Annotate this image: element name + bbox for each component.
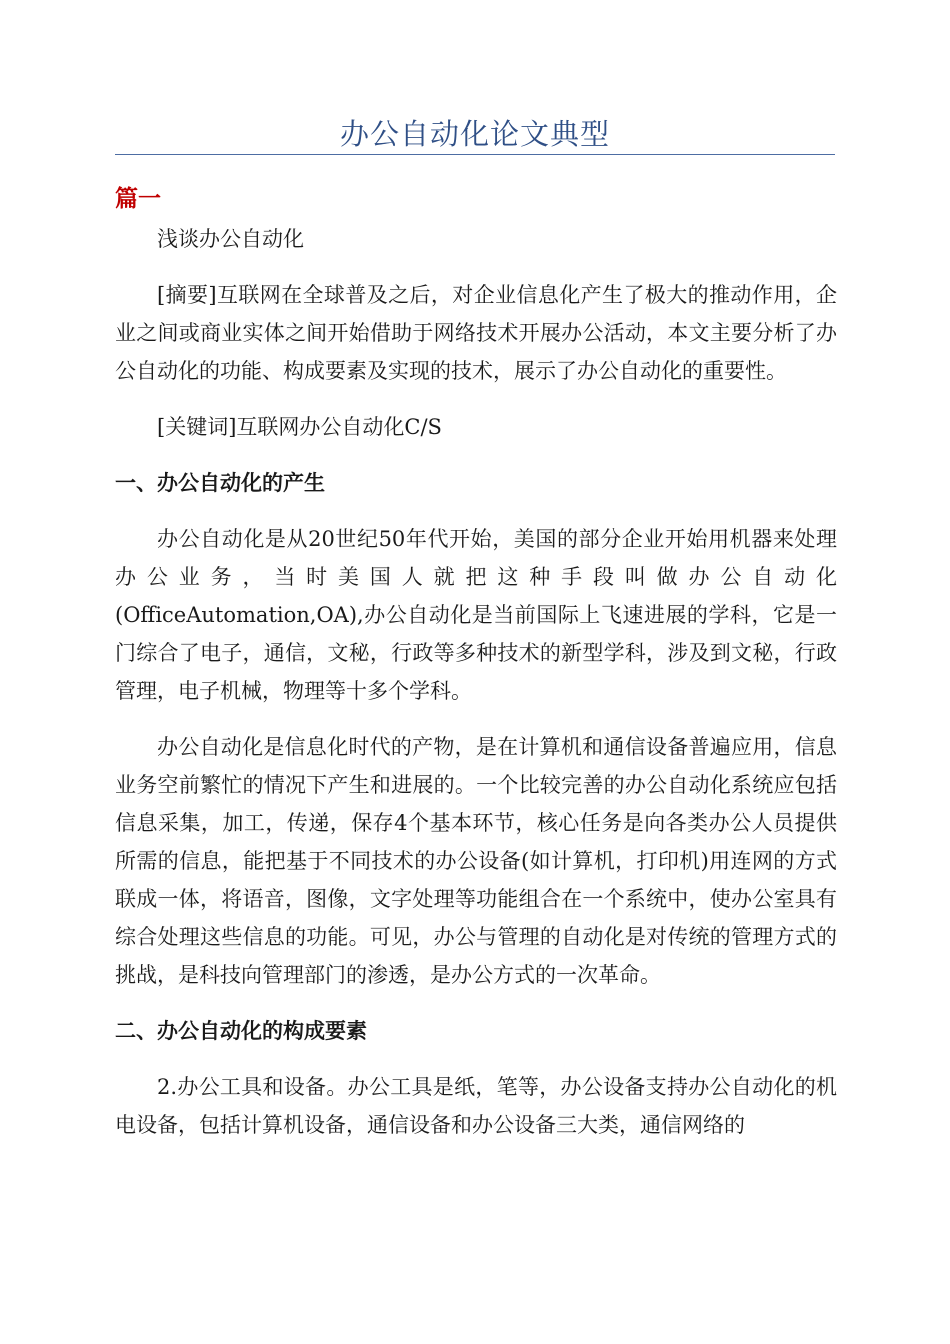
paragraph: 2.办公工具和设备。办公工具是纸，笔等，办公设备支持办公自动化的机电设备，包括计算机设备，通信设备和办公设备三大类，通信网络的 xyxy=(115,1075,837,1137)
section-heading: 一、办公自动化的产生 xyxy=(115,471,325,495)
title-underline xyxy=(115,154,835,155)
paragraph: [关键词]互联网办公自动化C/S xyxy=(157,415,442,439)
document-body xyxy=(115,220,837,1162)
section-heading: 二、办公自动化的构成要素 xyxy=(115,1019,367,1043)
paragraph: 办公自动化是信息化时代的产物，是在计算机和通信设备普遍应用，信息业务空前繁忙的情况下产生和进展的。一个比较完善的办公自动化系统应包括信息采集，加工，传递，保存4个基本环节，核心任务是向各类办公人员提供所需的信息，能把基于不同技术的办公设备(如计算机，打印机)用连网的方式联成一体，将语音，图像，文字处理等功能组合在一个系统中，使办公室具有综合处理这些信息的功能。可见，办公与管理的自动化是对传统的管理方式的挑战，是科技向管理部门的渗透，是办公方式的一次革命。 xyxy=(115,735,837,987)
section-label: 篇一 xyxy=(115,186,161,212)
paragraph: 浅谈办公自动化 xyxy=(157,227,304,251)
paragraph: 办公自动化是从20世纪50年代开始，美国的部分企业开始用机器来处理办公业务，当时美国人就把这种手段叫做办公自动化(OfficeAutomation,OA),办公自动化是当前国际上飞速进展的学科，它是一门综合了电子，通信，文秘，行政等多种技术的新型学科，涉及到文秘，行政管理，电子机械，物理等十多个学科。 xyxy=(115,527,837,703)
document-title: 办公自动化论文典型 xyxy=(339,117,610,151)
paragraph: [摘要]互联网在全球普及之后，对企业信息化产生了极大的推动作用，企业之间或商业实体之间开始借助于网络技术开展办公活动，本文主要分析了办公自动化的功能、构成要素及实现的技术，展示了办公自动化的重要性。 xyxy=(115,283,837,383)
